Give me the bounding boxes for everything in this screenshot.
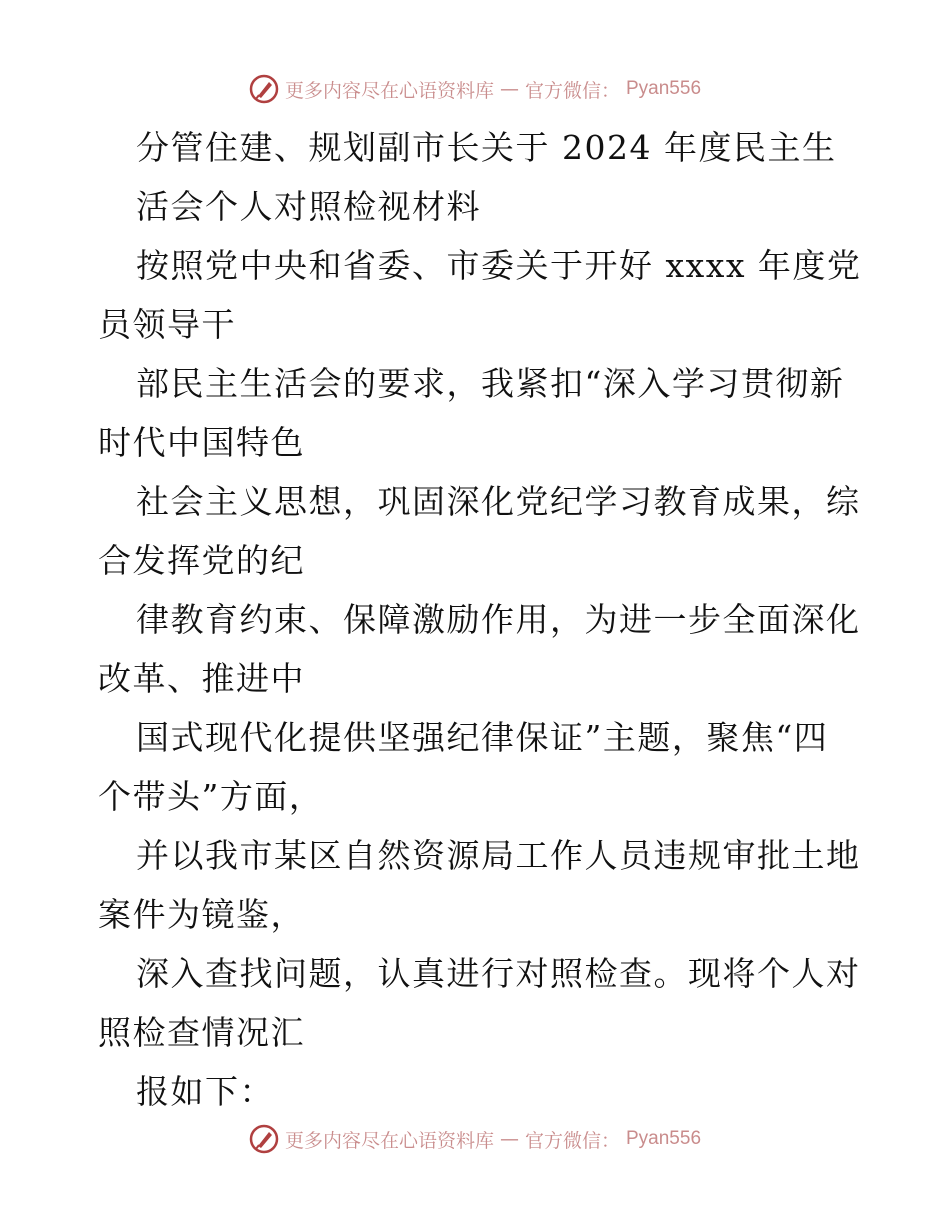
watermark-separator: — <box>499 78 519 100</box>
paragraph-line: 深入查找问题，认真进行对照检查。现将个人对 <box>136 954 861 993</box>
quill-pen-logo-icon <box>249 1124 279 1154</box>
paragraph-line: 员领导干 <box>98 305 236 344</box>
title-line-2: 活会个人对照检视材料 <box>136 187 481 226</box>
watermark-brand-text: 更多内容尽在心语资料库 <box>284 1129 494 1152</box>
paragraph-line: 社会主义思想，巩固深化党纪学习教育成果，综 <box>136 482 861 521</box>
title-line-1: 分管住建、规划副市长关于 2024 年度民主生 <box>136 128 837 167</box>
paragraph-line: 律教育约束、保障激励作用，为进一步全面深化 <box>136 600 861 639</box>
quill-pen-logo-icon <box>249 74 279 104</box>
paragraph-line: 部民主生活会的要求，我紧扣“深入学习贯彻新 <box>136 364 845 403</box>
paragraph-line: 合发挥党的纪 <box>98 541 305 580</box>
paragraph-line: 时代中国特色 <box>98 423 305 462</box>
watermark-separator: — <box>499 1128 519 1150</box>
paragraph-line: 报如下： <box>136 1072 274 1111</box>
footer-watermark <box>0 1124 950 1154</box>
header-watermark <box>0 74 950 104</box>
paragraph-line: 并以我市某区自然资源局工作人员违规审批土地 <box>136 836 861 875</box>
paragraph-line: 案件为镜鉴， <box>98 895 305 934</box>
watermark-contact-id: Pyan556 <box>626 78 702 99</box>
watermark-contact-id: Pyan556 <box>626 1128 702 1149</box>
watermark-contact-label: 官方微信： <box>524 79 620 102</box>
document-body <box>98 118 862 1121</box>
watermark-brand-text: 更多内容尽在心语资料库 <box>284 79 494 102</box>
watermark-contact-label: 官方微信： <box>524 1129 620 1152</box>
paragraph-line: 按照党中央和省委、市委关于开好 xxxx 年度党 <box>136 246 862 285</box>
paragraph-line: 国式现代化提供坚强纪律保证”主题，聚焦“四 <box>136 718 829 757</box>
paragraph-line: 照检查情况汇 <box>98 1013 305 1052</box>
paragraph-line: 改革、推进中 <box>98 659 305 698</box>
paragraph-line: 个带头”方面， <box>98 777 324 816</box>
